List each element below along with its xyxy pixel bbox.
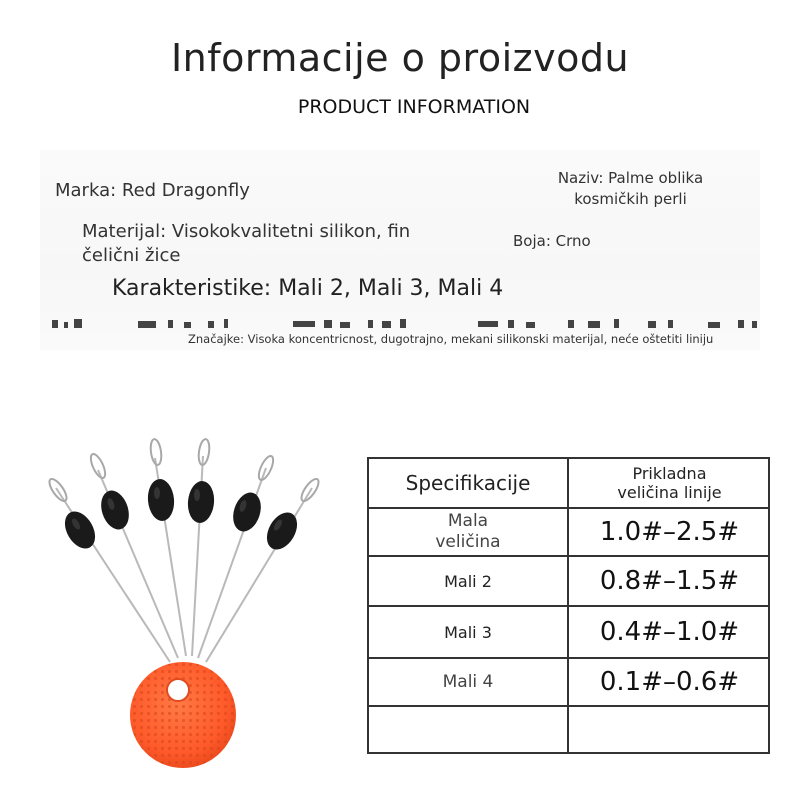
material-line-2: čelični žice — [82, 245, 181, 266]
empty-cell — [369, 707, 569, 752]
table-row — [369, 555, 768, 605]
row-label: Mali 2 — [369, 557, 569, 605]
table-row-empty — [369, 705, 768, 752]
bead-3 — [146, 478, 176, 522]
table-row — [369, 507, 768, 555]
row-label: Mali 3 — [369, 607, 569, 657]
page-subtitle: PRODUCT INFORMATION — [297, 96, 531, 118]
cropped-text-artifact — [48, 317, 763, 329]
features-note: Značajke: Visoka koncentricnost, dugotrajno, mekani silikonski materijal, neće oštetiti liniju — [188, 332, 714, 346]
row-value: 1.0#–2.5# — [599, 517, 740, 547]
spec-table — [367, 457, 770, 754]
header-line-size-2: veličina linije — [617, 483, 722, 502]
table-header-row — [369, 459, 768, 507]
loop-4 — [197, 438, 211, 465]
wire-group — [56, 456, 312, 662]
name-line-2: kosmičkih perli — [574, 190, 687, 208]
table-row — [369, 605, 768, 657]
row-label-line-2: veličina — [435, 532, 501, 552]
brand-text: Marka: Red Dragonfly — [55, 180, 250, 201]
header-line-size-1: Prikladna — [632, 464, 707, 483]
empty-cell — [569, 707, 770, 752]
row-label — [369, 509, 569, 555]
header-spec: Specifikacije — [369, 459, 569, 507]
name-line-1: Naziv: Palme oblika — [557, 169, 704, 187]
bead-4 — [186, 480, 216, 524]
loop-group — [46, 438, 321, 503]
material-line-1: Materijal: Visokokvalitetni silikon, fin — [82, 221, 411, 242]
bead-2 — [96, 487, 133, 533]
row-label-line-1: Mala — [447, 511, 489, 531]
product-image — [40, 430, 340, 790]
row-value: 0.8#–1.5# — [599, 566, 740, 596]
table-row — [369, 657, 768, 705]
page-title: Informacije o proizvodu — [170, 36, 630, 80]
row-value: 0.1#–0.6# — [599, 667, 740, 697]
name-text — [548, 168, 713, 210]
row-value: 0.4#–1.0# — [599, 617, 740, 647]
header-line-size — [569, 459, 770, 507]
row-label: Mali 4 — [369, 659, 569, 705]
bead-5 — [228, 489, 265, 535]
features-text: Karakteristike: Mali 2, Mali 3, Mali 4 — [112, 276, 504, 301]
color-text: Boja: Crno — [513, 232, 591, 250]
loop-2 — [88, 452, 108, 480]
silicone-disc — [130, 662, 236, 768]
material-text — [82, 220, 442, 268]
bead-group — [59, 478, 304, 555]
